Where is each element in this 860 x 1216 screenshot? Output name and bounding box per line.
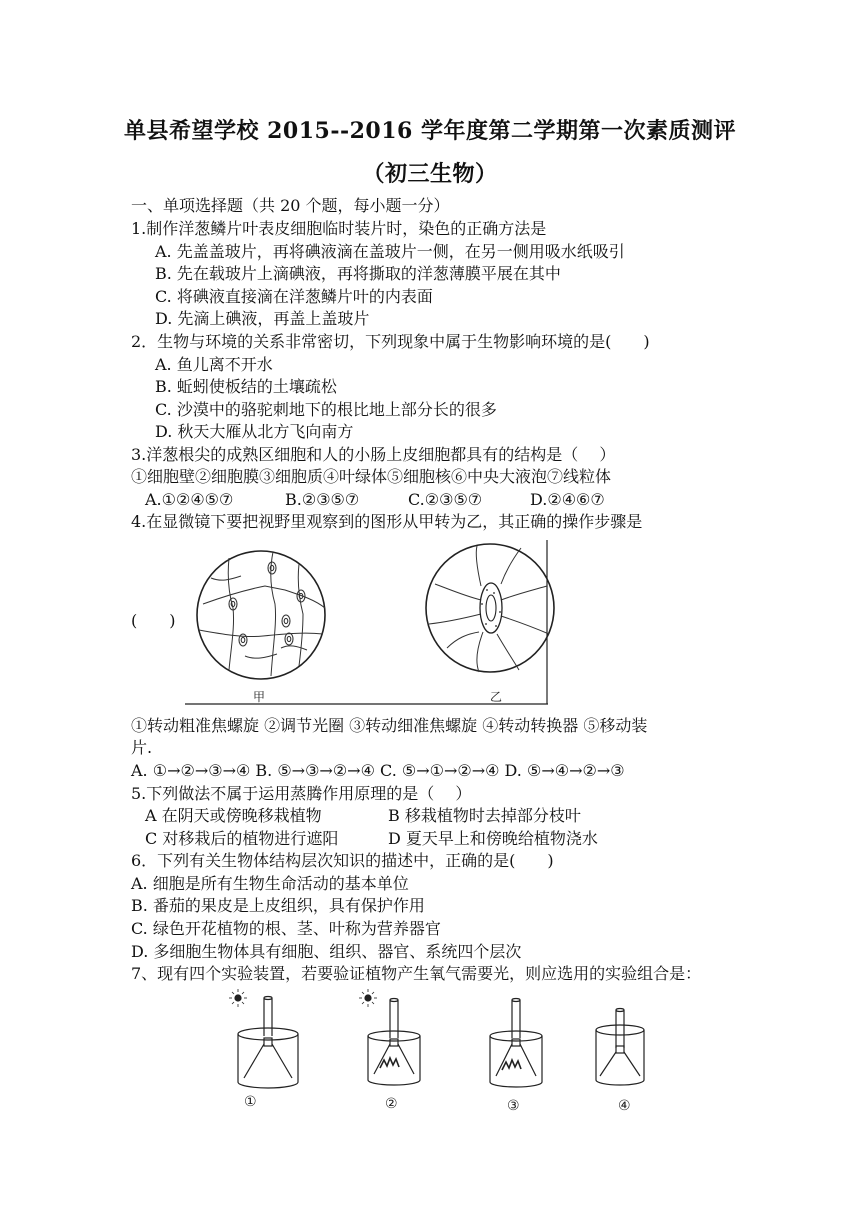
q7-stem: 7、现有四个实验装置，若要验证植物产生氧气需要光，则应选用的实验组合是：: [131, 964, 702, 983]
q4-answer-paren: ( ): [131, 611, 176, 630]
q5-option-d: D 夏天早上和傍晚给植物浇水: [388, 829, 598, 848]
q1-stem: 1.制作洋葱鳞片叶表皮细胞临时装片时，染色的正确方法是: [131, 219, 547, 238]
q6-stem: 6．下列有关生物体结构层次知识的描述中，正确的是( ): [131, 851, 554, 870]
q3-stem: 3.洋葱根尖的成熟区细胞和人的小肠上皮细胞都具有的结构是（ ）: [131, 445, 616, 464]
q3-option-c: C.②③⑤⑦: [408, 490, 483, 509]
field-of-view-yi: [426, 544, 554, 672]
sun-icon: [229, 989, 247, 1007]
q2-option-b: B. 蚯蚓使板结的土壤疏松: [155, 377, 337, 396]
q6-option-c: C. 绿色开花植物的根、茎、叶称为营养器官: [131, 919, 441, 938]
q2-stem: 2．生物与环境的关系非常密切，下列现象中属于生物影响环境的是( ): [131, 332, 650, 351]
q1-option-b: B. 先在载玻片上滴碘液，再将撕取的洋葱薄膜平展在其中: [155, 264, 561, 283]
q6-option-d: D. 多细胞生物体具有细胞、组织、器官、系统四个层次: [131, 942, 522, 961]
q1-option-d: D. 先滴上碘液，再盖上盖玻片: [155, 309, 370, 328]
apparatus-4: [596, 1009, 644, 1086]
q1-option-c: C. 将碘液直接滴在洋葱鳞片叶的内表面: [155, 287, 433, 306]
q3-option-a: A.①②④⑤⑦: [145, 490, 234, 509]
section-heading: 一、单项选择题（共 20 个题，每小题一分）: [131, 196, 450, 215]
q5-option-b: B 移栽植物时去掉部分枝叶: [388, 806, 581, 825]
apparatus-label-4: ④: [618, 1098, 631, 1114]
q4-steps-line2: 片.: [131, 738, 153, 757]
apparatus-label-3: ③: [507, 1098, 520, 1114]
q5-stem: 5.下列做法不属于运用蒸腾作用原理的是（ ）: [131, 784, 472, 803]
q1-option-a: A. 先盖盖玻片，再将碘液滴在盖玻片一侧，在另一侧用吸水纸吸引: [155, 242, 625, 261]
q3-option-b: B.②③⑤⑦: [285, 490, 360, 509]
apparatus-3: [490, 999, 542, 1088]
q6-option-a: A. 细胞是所有生物生命活动的基本单位: [131, 874, 409, 893]
apparatus-label-2: ②: [385, 1096, 398, 1112]
q5-option-c: C 对移栽后的植物进行遮阳: [145, 829, 339, 848]
label-jia: 甲: [253, 690, 266, 704]
q4-stem: 4.在显微镜下要把视野里观察到的图形从甲转为乙，其正确的操作步骤是: [131, 512, 643, 531]
q2-option-a: A. 鱼儿离不开水: [155, 355, 273, 374]
q3-option-d: D.②④⑥⑦: [530, 490, 605, 509]
q5-option-a: A 在阴天或傍晚移栽植物: [145, 806, 322, 825]
exam-title: 单县希望学校 2015--2016 学年度第二学期第一次素质测评: [123, 118, 737, 144]
q7-experiment-figure: [222, 986, 652, 1116]
q3-structure-list: ①细胞壁②细胞膜③细胞质④叶绿体⑤细胞核⑥中央大液泡⑦线粒体: [131, 467, 612, 486]
q2-option-d: D. 秋天大雁从北方飞向南方: [155, 422, 354, 441]
q4-steps-line1: ①转动粗准焦螺旋 ②调节光圈 ③转动细准焦螺旋 ④转动转换器 ⑤移动装: [131, 716, 648, 735]
q4-options: A. ①→②→③→④ B. ⑤→③→②→④ C. ⑤→①→②→④ D. ⑤→④→②→③: [131, 761, 625, 780]
exam-subtitle: （初三生物）: [362, 161, 498, 187]
q2-option-c: C. 沙漠中的骆驼刺地下的根比地上部分长的很多: [155, 400, 497, 419]
q4-microscope-figure: [185, 538, 555, 706]
q6-option-b: B. 番茄的果皮是上皮组织，具有保护作用: [131, 896, 425, 915]
field-of-view-jia: [197, 551, 325, 679]
apparatus-label-1: ①: [244, 1094, 257, 1110]
apparatus-2: [368, 999, 420, 1086]
label-yi: 乙: [490, 690, 503, 704]
sun-icon: [359, 989, 377, 1007]
apparatus-1: [238, 997, 298, 1089]
